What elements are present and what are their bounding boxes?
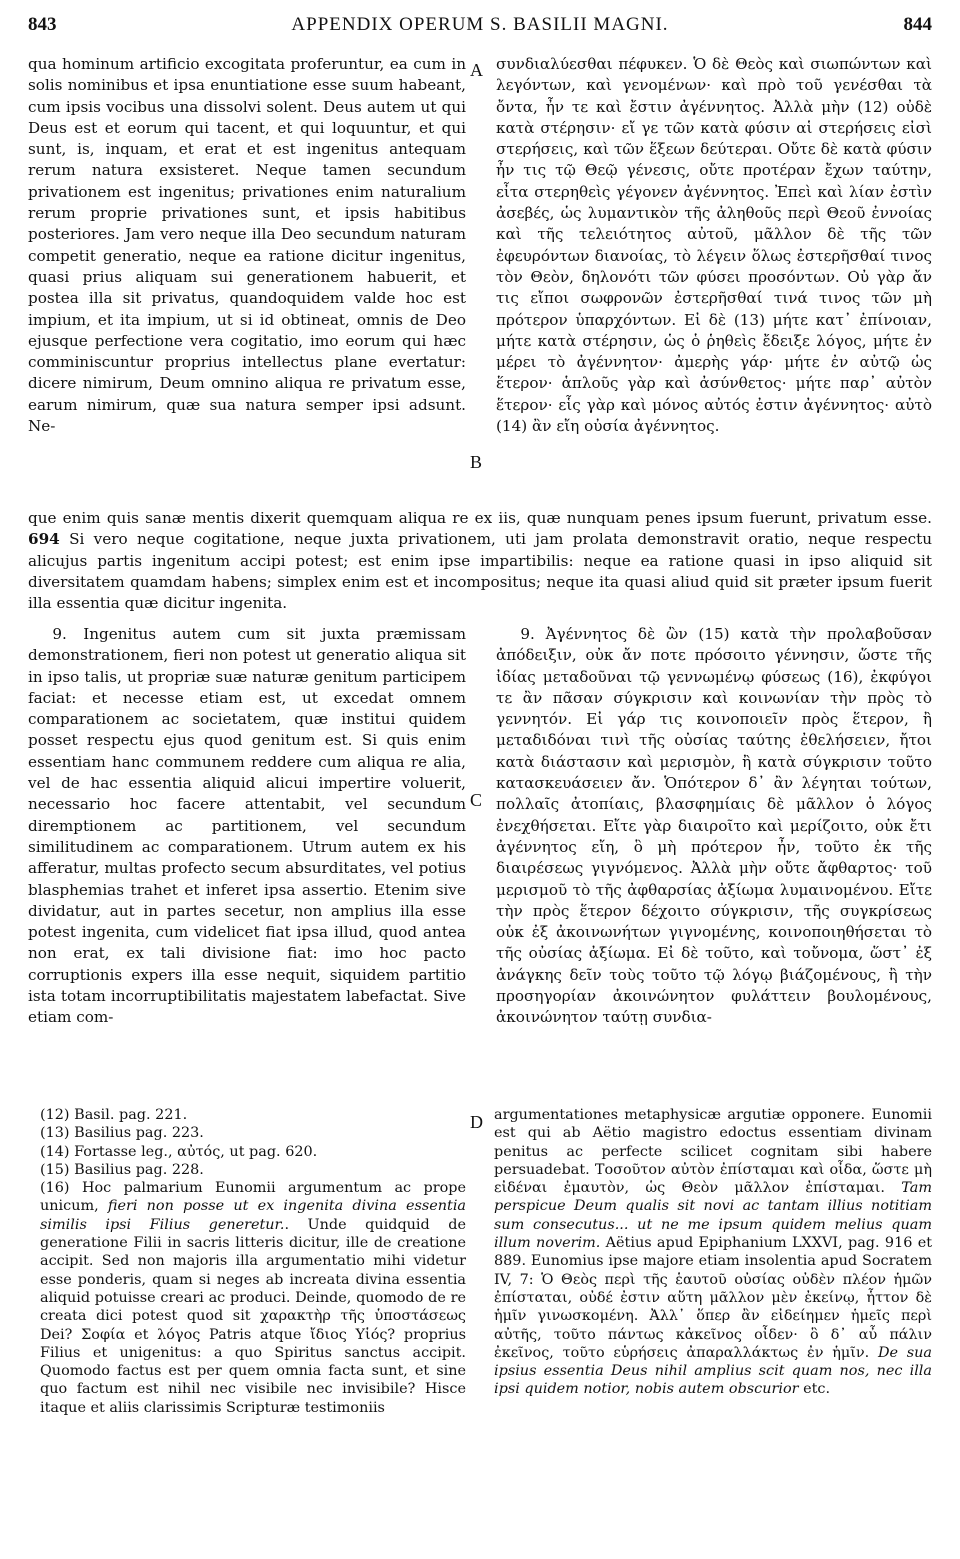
right-page-number: 844 <box>903 14 932 35</box>
footnote-15: (15) Basilius pag. 228. <box>40 1161 204 1178</box>
marginal-page-number: 694 <box>28 530 60 549</box>
column-marker-b: B <box>470 452 483 472</box>
greek-column-section-9 <box>496 624 932 1029</box>
footnote-12: (12) Basil. pag. 221. <box>40 1107 188 1123</box>
full-width-paragraph <box>28 508 932 614</box>
greek-column-top <box>496 54 932 437</box>
greek-paragraph-9: 9. Ἀγέννητος δὲ ὢν (15) κατὰ τὴν προλαβοῦσαν ἀπόδειξιν, οὐκ ἄν ποτε πρόσοιτο γέννησιν, ὥστε τῆς ἰδίας μεταδοῦναι τῷ γεννωμένῳ φύσεως (16), ἐκφύγοι τε ἂν πᾶσαν σύγκρισιν καὶ κοινωνίαν τὴν πρὸς τὸ γεννητόν. Εἰ γάρ τις κοινοποιεῖν πρὸς ἕτερον, ἢ μεταδιδόναι τινὶ τῆς οὐσίας ταύτης ἐθελήσειεν, ἤτοι κατὰ διάστασιν καὶ μερισμὸν, ἢ κατὰ σύγκρισιν τοῦτο κατασκευάσειεν ἄν. Ὁπότερον δ᾽ ἂν λέγηται τούτων, πολλαῖς ἀτοπίαις, βλασφημίαις δὲ μᾶλλον ὁ λόγος ἐνεχθήσεται. Εἴτε γὰρ διαιροῖτο καὶ μερίζοιτο, οὐκ ἔτι ἀγέννητος εἴη, ὃ μὴ πρότερον ἦν, τοῦτο ἐκ τῆς διαιρέσεως γιγνόμενος. Ἀλλὰ μὴν οὔτε ἄφθαρτος· τοῦ μερισμοῦ τὸ τῆς ἀφθαρσίας ἀξίωμα λυμαινομένου. Εἴτε τὴν πρὸς ἕτερον δέχοιτο σύγκρισιν, τῆς συγκρίσεως οὐκ ἐξ ἀκοινωνήτων γιγνομένης, κοινοποιηθήσεται τὸ τῆς οὐσίας ἀξίωμα. Εἰ δὲ τοῦτο, καὶ τοὔνομα, ὥστ᾽ ἐξ ἀνάγκης δεῖν τοὺς τοῦτο τῷ λόγῳ βιάζομένους, ἢ τὴν προσηγορίαν ἀκοινώνητον φυλάττειν βουλομένους, ἀκοινώνητον ταύτῃ συνδια- <box>496 625 932 1027</box>
full-width-latin <box>28 508 932 614</box>
left-page-number: 843 <box>28 14 57 35</box>
footnotes-left <box>40 1106 466 1417</box>
column-marker-a: A <box>470 60 483 80</box>
footnote-16-text-b: . Unde quidquid de generatione Filii in sacris litteris dicitur, ille de creatione accipit. Sed non majoris illa argumentatio mihi videtur esse ponderis, quam si neges ab increata divina essentia aliquid potuisse creari ac produci. Deinde, quomodo de re creata dici potest quod sit χαρακτὴρ τῆς ὑποστάσεως Dei? Σοφία et λόγος Patris atque ἴδιος Υἱός? proprius Filius et unigenitus: a quo Spiritus sanctus accipit. Quomodo factus est per quem omnia facta sunt, et sine quo factum est nihil nec visibile nec invisibile? Hisce itaque et aliis clarissimis Scripturæ testimoniis <box>40 1216 466 1416</box>
note-right-text-2: Aëtius apud Epiphanium LXXVI, pag. 916 et 889. Eunomius ipse majore etiam insolentia apud Socratem IV, 7: Ὁ Θεὸς περὶ τῆς ἑαυτοῦ οὐσίας οὐδὲν πλέον ἡμῶν ἐπίσταται, οὐδέ ἐστιν αὕτη μᾶλλον μὲν ἐκείνῳ, ἧττον δὲ ἡμῖν γινωσκομένη. Ἀλλ᾽ ὅπερ ἂν εἰδείημεν ἡμεῖς περὶ αὐτῆς, τοῦτο πάντως κἀκεῖνος οἶδεν· ὃ δ᾽ αὖ πάλιν ἐκεῖνος, τοῦτο εὑρήσεις ἀπαραλλάκτως ἐν ἡμῖν. <box>494 1235 932 1361</box>
latin-column-section-9 <box>28 624 466 1029</box>
column-marker-c: C <box>470 790 483 810</box>
full-width-text-pre: que enim quis sanæ mentis dixerit quemquam aliqua re ex iis, quæ nunquam penes ipsum fuerunt, privatum esse. <box>28 509 932 527</box>
note-right-text-3: etc. <box>798 1381 831 1398</box>
footnote-13: (13) Basilius pag. 223. <box>40 1125 204 1142</box>
note-right-italic-2: De sua ipsius essentia Deus nihil amplius scit quam nos, nec illa ipsi quidem notior, nobis autem obscurior <box>494 1344 932 1398</box>
footnotes-right <box>494 1106 932 1399</box>
footnote-16-continuation <box>494 1106 932 1399</box>
full-width-text-post: Si vero neque cogitatione, neque juxta privationem, uti jam prolata demonstravit oratio, neque respectu alicujus partis ingenitum accipi potest; est enim ipse impartibilis: neque ea ratione quasi in ipso aliquid sit diversitatem quamdam habens; simplex enim est et incompositus; neque ita quasi aliud quid sit præter ipsum fuerit illa essentia quæ dicitur ingenita. <box>28 530 933 613</box>
greek-paragraph: συνδιαλύεσθαι πέφυκεν. Ὁ δὲ Θεὸς καὶ σιωπώντων καὶ λεγόντων, καὶ γενομένων· καὶ πρὸ τοῦ γενέσθαι τὰ ὄντα, ἦν τε καὶ ἔστιν ἀγέννητος. Ἀλλὰ μὴν (12) οὐδὲ κατὰ στέρησιν· εἴ γε τῶν κατὰ φύσιν αἱ στερήσεις εἰσὶ στερήσεις, καὶ τῶν ἕξεων δεύτεραι. Οὔτε δὲ κατὰ φύσιν ἦν τις τῷ Θεῷ γένεσις, οὔτε προτέραν ἔχων ταύτην, εἶτα στερηθεὶς γέγονεν ἀγέννητος. Ἐπεὶ καὶ λίαν ἐστὶν ἀσεβές, ὡς λυμαντικὸν τῆς ἀληθοῦς περὶ Θεοῦ ἐννοίας καὶ τῆς τελειότητος αὐτοῦ, μᾶλλον δὲ τῆς τῶν ἐφευρόντων διανοίας, τὸ λέγειν ὅλως ἐστερῆσθαί τινος τὸν Θεὸν, δηλονότι τῶν φύσει προσόντων. Οὐ γὰρ ἄν τις εἴποι σωφρονῶν ἐστερῆσθαί τινά τινος τῶν μὴ πρότερον ὑπαρχόντων. Εἰ δὲ (13) μήτε κατ᾽ ἐπίνοιαν, μήτε κατὰ στέρησιν, ὡς ὁ ῥηθεὶς ἔδειξε λόγος, μήτε ἐν μέρει τὸ ἀγέννητον· ἀμερὴς γάρ· μήτε ἐν αὐτῷ ὡς ἕτερον· ἁπλοῦς γὰρ καὶ ἀσύνθετος· μήτε παρ᾽ αὐτὸν ἕτερον· εἷς γὰρ καὶ μόνος αὐτός ἐστιν ἀγέννητος· αὐτὸ (14) ἂν εἴη οὐσία ἀγέννητος. <box>496 55 932 436</box>
page-header <box>28 14 932 44</box>
note-right-text-1: argumentationes metaphysicæ argutiæ opponere. Eunomii est qui ab Aëtio magistro edoctus essentiam divinam penitus ac perfecte scilicet cognitam sibi habere persuadebat. Τοσοῦτον αὐτὸν ἐπίσταμαι καὶ οἶδα, ὥστε μὴ εἰδέναι ἐμαυτὸν, ὡς Θεὸν μᾶλλον ἐπίσταμαι. <box>494 1107 932 1197</box>
latin-column-top <box>28 54 466 437</box>
footnote-16-text-a: (16) Hoc palmarium Eunomii argumentum ac prope unicum, <box>40 1180 466 1215</box>
column-marker-d: D <box>470 1112 483 1132</box>
running-title: APPENDIX OPERUM S. BASILII MAGNI. <box>291 14 669 35</box>
footnote-14: (14) Fortasse leg., αὐτός, ut pag. 620. <box>40 1143 318 1160</box>
latin-paragraph: qua hominum artificio excogitata proferuntur, ea cum in solis nominibus et ipsa enuntiatione esse suum habeant, cum ipsis vocibus una dissolvi solent. Deus autem ut qui Deus est et eorum qui tacent, et qui loquuntur, et qui sunt, is, inquam, et erat et est ingenitus antequam rerum natura exsisteret. Neque tamen secundum privationem est ingenitus; privationes enim naturalium rerum proprie privationes sunt, et ipsis habitibus posteriores. Jam vero neque illa Deo secundum naturam competit generatio, neque ea ratione dicitur ingenitus, quasi prius aliquam sui generationem habuerit, et postea illa sit privatus, quandoquidem valde hoc est impium, et ita impium, ut si id obtineat, omnis de Deo ejusque perfectione vera cogitatio, imo eorum qui hæc comminiscuntur proprius intellectus plane evertatur: dicere nimirum, Deum omnino aliqua re privatum esse, earum nimirum, quæ sua natura semper ipsi adsunt. Ne- <box>28 55 466 436</box>
footnote-16-italic: fieri non posse ut ex ingenita divina essentia similis ipsi Filius generetur. <box>40 1198 466 1233</box>
note-right-italic-1: Tam perspicue Deum qualis sit novi ac tantam illius notitiam sum consecutus... ut ne me ipsum quidem melius quam illum noverim. <box>494 1180 932 1252</box>
footnote-16 <box>40 1179 466 1417</box>
latin-paragraph-9: 9. Ingenitus autem cum sit juxta præmissam demonstrationem, fieri non potest ut generatio aliqua sit in ipso talis, ut propriæ suæ naturæ genitum participem faciat: et necesse etiam est, ut excedat omnem comparationem ac societatem, quæ institui quidem posset respectu ejus quod genitum est. Si quis enim essentiam hanc communem reddere cum aliqua re alia, vel de hac essentia aliquid alicui impertire voluerit, necessario hoc facere attentabit, vel secundum diremptionem ac partitionem, vel secundum similitudinem ac comparationem. Utrum autem ex his afferatur, multas profecto secum absurditates, vel potius blasphemias trahet et inferet ipsa assertio. Etenim sive dividatur, aut in partes secetur, non amplius illa esse potest ingenita, cum videlicet fiat ipsa illud, quod antea non erat, ex tali divisione fiat: imo hoc pacto corruptionis expers illa esse nequit, siquidem partitio ista totam incorruptibilitatis majestatem labefactat. Sive etiam com- <box>28 625 466 1027</box>
